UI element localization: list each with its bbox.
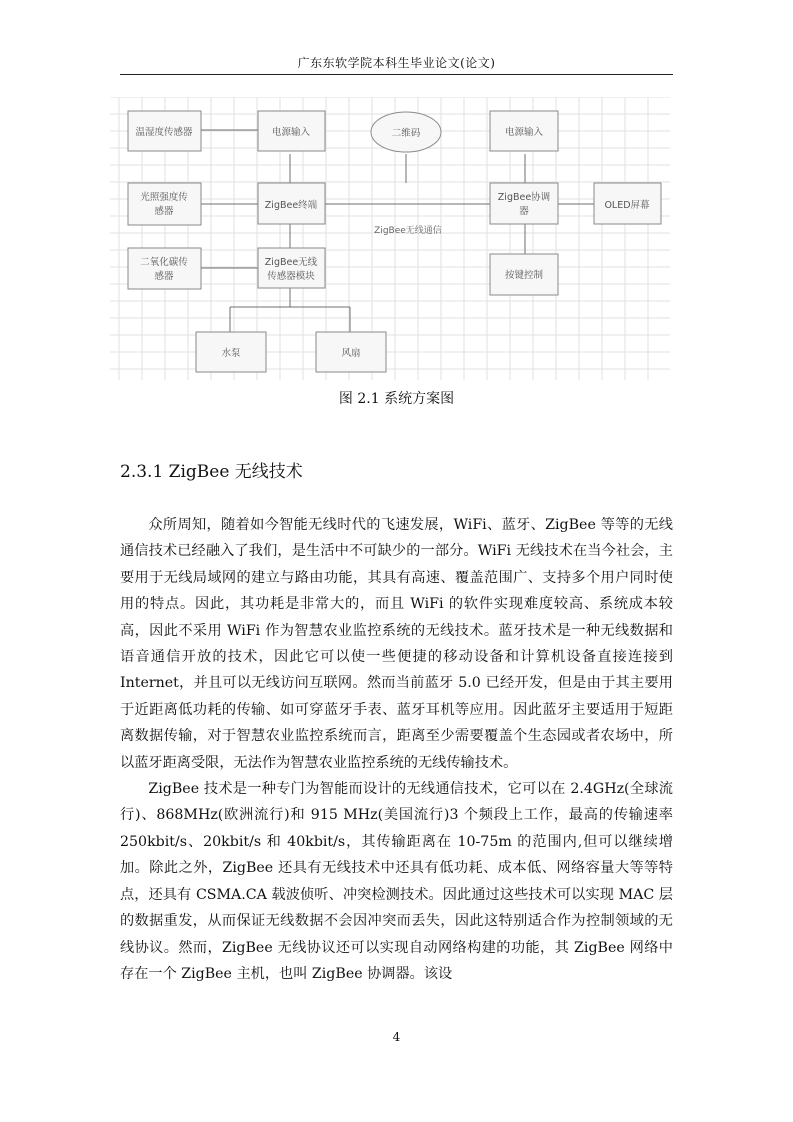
node-temp-sensor: [128, 111, 201, 151]
svg-text:感器: 感器: [154, 206, 174, 217]
paragraph-1: 众所周知，随着如今智能无线时代的飞速发展，WiFi、蓝牙、ZigBee 等等的无线通信技术已经融入了我们，是生活中不可缺少的一部分。WiFi 无线技术在当今社会，主要用于无线局域网的建立与路由功能，其具有高速、覆盖范围广、支持多个用户同时使用的特点。因此，其功耗是非常大的，而且 WiFi 的软件实现难度较高、系统成本较高，因此不采用 WiFi 作为智慧农业监控系统的无线技术。蓝牙技术是一种无线数据和语音通信开放的技术，因此它可以使一些便捷的移动设备和计算机设备直接连接到 Internet，并且可以无线访问互联网。然而当前蓝牙 5.0 已经开发，但是由于其主要用于近距离低功耗的传输、如可穿蓝牙手表、蓝牙耳机等应用。因此蓝牙主要适用于短距离数据传输，对于智慧农业监控系统而言，距离至少需要覆盖个生态园或者农场中，所以蓝牙距离受限，无法作为智慧农业监控系统的无线传输技术。: [120, 517, 673, 771]
svg-text:电源输入: 电源输入: [504, 127, 544, 138]
page-number: 4: [392, 1030, 401, 1044]
node-power-in-right: [490, 111, 558, 151]
svg-text:电源输入: 电源输入: [271, 127, 311, 138]
node-zigbee-coordinator: [490, 183, 558, 224]
system-diagram: [110, 97, 670, 380]
node-fan: [316, 332, 386, 372]
node-power-in-left: [258, 111, 325, 151]
node-zigbee-terminal: [258, 183, 325, 224]
svg-text:OLED屏幕: OLED屏幕: [604, 200, 650, 211]
header-rule: [120, 74, 673, 75]
node-co2-sensor: [128, 248, 201, 289]
svg-text:传感器模块: 传感器模块: [267, 271, 315, 282]
node-water-pump: [196, 332, 266, 372]
svg-text:按键控制: 按键控制: [504, 270, 544, 281]
svg-text:ZigBee无线: ZigBee无线: [264, 257, 318, 268]
paragraph-2: ZigBee 技术是一种专门为智能而设计的无线通信技术，它可以在 2.4GHz(全球流行)、868MHz(欧洲流行)和 915 MHz(美国流行)3 个频段上工作，最高的传输速率 250kbit/s、20kbit/s 和 40kbit/s，其传输距离在 10-75m 的范围内,但可以继续增加。除此之外，ZigBee 还具有无线技术中还具有低功耗、成本低、网络容量大等等特点，还具有 CSMA.CA 载波侦听、冲突检测技术。因此通过这些技术可以实现 MAC 层的数据重发，从而保证无线数据不会因冲突而丢失，因此这特别适合作为控制领域的无线协议。然而，ZigBee 无线协议还可以实现自动网络构建的功能，其 ZigBee 网络中存在一个 ZigBee 主机，也叫 ZigBee 协调器。该设: [120, 781, 673, 982]
svg-text:温湿度传感器: 温湿度传感器: [135, 127, 193, 138]
node-sensor-module: [258, 248, 325, 288]
svg-text:二维码: 二维码: [391, 128, 421, 139]
svg-text:ZigBee协调: ZigBee协调: [497, 192, 551, 203]
running-header: 广东东软学院本科生毕业论文(论文): [297, 56, 496, 70]
figure-caption: 图 2.1 系统方案图: [338, 391, 455, 407]
svg-text:感器: 感器: [154, 271, 174, 282]
section-heading: 2.3.1 ZigBee 无线技术: [120, 462, 303, 482]
svg-text:二氧化碳传: 二氧化碳传: [140, 257, 188, 268]
node-oled: [594, 183, 661, 224]
svg-text:光照强度传: 光照强度传: [140, 192, 188, 203]
node-qr-code: [371, 112, 441, 152]
svg-text:水泵: 水泵: [221, 348, 241, 359]
svg-text:风扇: 风扇: [341, 348, 361, 359]
node-buttons: [490, 254, 558, 295]
node-light-sensor: [128, 183, 201, 225]
svg-text:器: 器: [519, 206, 529, 217]
body-text: [120, 512, 673, 987]
label-wireless-link: ZigBee无线通信: [374, 226, 442, 236]
svg-text:ZigBee终端: ZigBee终端: [264, 200, 318, 211]
